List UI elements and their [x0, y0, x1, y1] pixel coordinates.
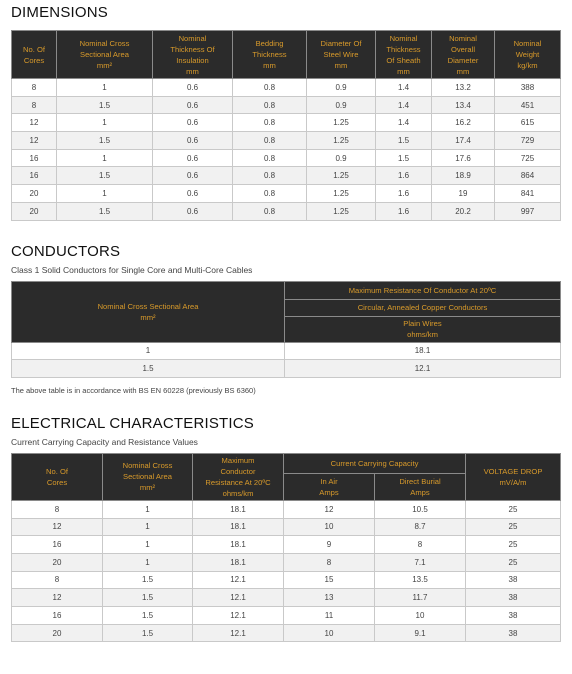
table-cell: 12 — [12, 518, 103, 536]
electrical-section — [11, 415, 560, 643]
table-cell: 8 — [12, 500, 103, 518]
table-cell: 8 — [12, 79, 57, 97]
table-cell: 1.5 — [12, 360, 285, 378]
table-cell: 1 — [103, 500, 193, 518]
table-row — [12, 96, 561, 114]
table-row — [12, 202, 561, 220]
table-cell: 12.1 — [193, 624, 284, 642]
table-cell: 1 — [103, 518, 193, 536]
electrical-header-direct-burial: Direct Burial Amps — [375, 473, 466, 500]
table-cell: 13 — [284, 589, 375, 607]
table-cell: 1.6 — [376, 167, 432, 185]
table-cell: 1.5 — [376, 132, 432, 150]
dimensions-header-cell: Nominal Cross Sectional Area mm² — [57, 31, 153, 79]
table-cell: 1.5 — [57, 167, 153, 185]
dimensions-header-cell: Bedding Thickness mm — [233, 31, 307, 79]
dimensions-header-row — [12, 31, 561, 79]
table-cell: 25 — [466, 553, 561, 571]
table-cell: 20.2 — [432, 202, 495, 220]
table-cell: 12.1 — [285, 360, 561, 378]
conductors-section — [11, 243, 560, 395]
table-cell: 0.8 — [233, 132, 307, 150]
table-cell: 841 — [495, 185, 561, 203]
table-cell: 1.25 — [307, 132, 376, 150]
table-cell: 0.6 — [153, 185, 233, 203]
table-cell: 0.8 — [233, 114, 307, 132]
table-row — [12, 360, 561, 378]
table-cell: 1.4 — [376, 114, 432, 132]
table-cell: 38 — [466, 571, 561, 589]
table-cell: 19 — [432, 185, 495, 203]
table-cell: 8 — [375, 536, 466, 554]
table-cell: 0.8 — [233, 149, 307, 167]
table-cell: 1.25 — [307, 185, 376, 203]
table-cell: 0.6 — [153, 114, 233, 132]
table-cell: 1.25 — [307, 202, 376, 220]
electrical-table — [11, 453, 561, 643]
dimensions-header-cell: Nominal Overall Diameter mm — [432, 31, 495, 79]
table-cell: 0.8 — [233, 79, 307, 97]
table-cell: 864 — [495, 167, 561, 185]
table-cell: 18.9 — [432, 167, 495, 185]
electrical-header-resistance: Maximum Conductor Resistance At 20ºC ohms/km — [193, 453, 284, 500]
table-cell: 11.7 — [375, 589, 466, 607]
table-cell: 18.1 — [193, 500, 284, 518]
table-cell: 11 — [284, 607, 375, 625]
table-cell: 0.6 — [153, 149, 233, 167]
dimensions-title: DIMENSIONS — [11, 4, 109, 21]
table-cell: 25 — [466, 518, 561, 536]
table-cell: 0.6 — [153, 79, 233, 97]
table-cell: 12 — [12, 132, 57, 150]
table-cell: 1.5 — [103, 624, 193, 642]
table-cell: 1 — [103, 536, 193, 554]
table-cell: 388 — [495, 79, 561, 97]
table-cell: 13.5 — [375, 571, 466, 589]
table-cell: 1 — [57, 114, 153, 132]
table-cell: 0.8 — [233, 167, 307, 185]
table-row — [12, 624, 561, 642]
table-row — [12, 518, 561, 536]
table-cell: 0.8 — [233, 202, 307, 220]
table-cell: 12.1 — [193, 571, 284, 589]
table-cell: 16 — [12, 149, 57, 167]
table-row — [12, 607, 561, 625]
table-cell: 1.5 — [57, 96, 153, 114]
conductors-header-plain-wires: Plain Wires ohms/km — [285, 316, 561, 342]
table-cell: 18.1 — [193, 536, 284, 554]
electrical-header-cores: No. Of Cores — [12, 453, 103, 500]
conductors-header-max-resistance: Maximum Resistance Of Conductor At 20ºC — [285, 281, 561, 299]
table-cell: 18.1 — [193, 553, 284, 571]
table-cell: 451 — [495, 96, 561, 114]
table-cell: 8 — [12, 571, 103, 589]
table-cell: 25 — [466, 536, 561, 554]
table-cell: 1.6 — [376, 202, 432, 220]
table-cell: 20 — [12, 553, 103, 571]
table-cell: 1 — [57, 149, 153, 167]
table-cell: 1.5 — [103, 571, 193, 589]
table-cell: 615 — [495, 114, 561, 132]
table-cell: 9.1 — [375, 624, 466, 642]
table-row — [12, 132, 561, 150]
electrical-header-in-air: In Air Amps — [284, 473, 375, 500]
table-row — [12, 536, 561, 554]
table-cell: 1.4 — [376, 79, 432, 97]
table-cell: 10 — [375, 607, 466, 625]
table-cell: 25 — [466, 500, 561, 518]
table-cell: 0.6 — [153, 96, 233, 114]
table-cell: 20 — [12, 624, 103, 642]
table-cell: 20 — [12, 202, 57, 220]
table-cell: 1.5 — [103, 607, 193, 625]
dimensions-header-cell: Nominal Thickness Of Insulation mm — [153, 31, 233, 79]
dimensions-header-cell: Diameter Of Steel Wire mm — [307, 31, 376, 79]
table-row — [12, 149, 561, 167]
table-cell: 1.4 — [376, 96, 432, 114]
table-cell: 15 — [284, 571, 375, 589]
table-row — [12, 167, 561, 185]
dimensions-table — [11, 30, 561, 221]
conductors-title: CONDUCTORS — [11, 242, 121, 260]
table-cell: 10.5 — [375, 500, 466, 518]
table-row — [12, 114, 561, 132]
table-cell: 10 — [284, 518, 375, 536]
table-cell: 8 — [284, 553, 375, 571]
table-cell: 0.6 — [153, 132, 233, 150]
table-cell: 1.6 — [376, 185, 432, 203]
electrical-header-voltage-drop: VOLTAGE DROP mV/A/m — [466, 453, 561, 500]
table-cell: 0.8 — [233, 185, 307, 203]
electrical-header-area: Nominal Cross Sectional Area mm² — [103, 453, 193, 500]
table-cell: 0.9 — [307, 79, 376, 97]
table-cell: 17.6 — [432, 149, 495, 167]
table-cell: 10 — [284, 624, 375, 642]
table-cell: 0.6 — [153, 202, 233, 220]
table-row — [12, 571, 561, 589]
table-cell: 1.5 — [103, 589, 193, 607]
table-cell: 38 — [466, 607, 561, 625]
table-row — [12, 342, 561, 360]
table-cell: 12 — [284, 500, 375, 518]
table-cell: 16 — [12, 167, 57, 185]
table-cell: 8 — [12, 96, 57, 114]
table-row — [12, 500, 561, 518]
conductors-header-circular: Circular, Annealed Copper Conductors — [285, 299, 561, 316]
table-cell: 729 — [495, 132, 561, 150]
conductors-header-area: Nominal Cross Sectional Area mm² — [12, 281, 285, 342]
table-cell: 16 — [12, 536, 103, 554]
dimensions-header-cell: Nominal Weight kg/km — [495, 31, 561, 79]
table-cell: 1 — [103, 553, 193, 571]
electrical-header-capacity: Current Carrying Capacity — [284, 453, 466, 473]
table-cell: 0.9 — [307, 96, 376, 114]
table-cell: 1.5 — [57, 202, 153, 220]
table-cell: 725 — [495, 149, 561, 167]
table-cell: 997 — [495, 202, 561, 220]
conductors-table — [11, 281, 561, 378]
table-cell: 13.4 — [432, 96, 495, 114]
table-cell: 8.7 — [375, 518, 466, 536]
conductors-note: The above table is in accordance with BS EN 60228 (previously BS 6360) — [11, 385, 256, 395]
table-cell: 7.1 — [375, 553, 466, 571]
table-cell: 38 — [466, 624, 561, 642]
table-cell: 16 — [12, 607, 103, 625]
table-cell: 38 — [466, 589, 561, 607]
table-cell: 1 — [57, 79, 153, 97]
table-row — [12, 553, 561, 571]
table-cell: 0.6 — [153, 167, 233, 185]
table-cell: 1.25 — [307, 114, 376, 132]
table-cell: 18.1 — [285, 342, 561, 360]
table-cell: 13.2 — [432, 79, 495, 97]
table-cell: 1.5 — [57, 132, 153, 150]
table-cell: 12.1 — [193, 589, 284, 607]
table-row — [12, 79, 561, 97]
table-cell: 0.9 — [307, 149, 376, 167]
table-cell: 1 — [57, 185, 153, 203]
table-cell: 12.1 — [193, 607, 284, 625]
table-cell: 1 — [12, 342, 285, 360]
table-row — [12, 589, 561, 607]
dimensions-header-cell: Nominal Thickness Of Sheath mm — [376, 31, 432, 79]
table-cell: 12 — [12, 114, 57, 132]
table-cell: 12 — [12, 589, 103, 607]
table-cell: 1.5 — [376, 149, 432, 167]
table-cell: 0.8 — [233, 96, 307, 114]
dimensions-header-cell: No. Of Cores — [12, 31, 57, 79]
table-cell: 17.4 — [432, 132, 495, 150]
electrical-subtitle: Current Carrying Capacity and Resistance Values — [11, 436, 198, 447]
dimensions-section — [11, 0, 560, 221]
table-cell: 9 — [284, 536, 375, 554]
table-cell: 1.25 — [307, 167, 376, 185]
electrical-title: ELECTRICAL CHARACTERISTICS — [11, 414, 255, 432]
conductors-subtitle: Class 1 Solid Conductors for Single Core and Multi-Core Cables — [11, 264, 253, 275]
table-cell: 20 — [12, 185, 57, 203]
table-row — [12, 185, 561, 203]
table-cell: 18.1 — [193, 518, 284, 536]
table-cell: 16.2 — [432, 114, 495, 132]
